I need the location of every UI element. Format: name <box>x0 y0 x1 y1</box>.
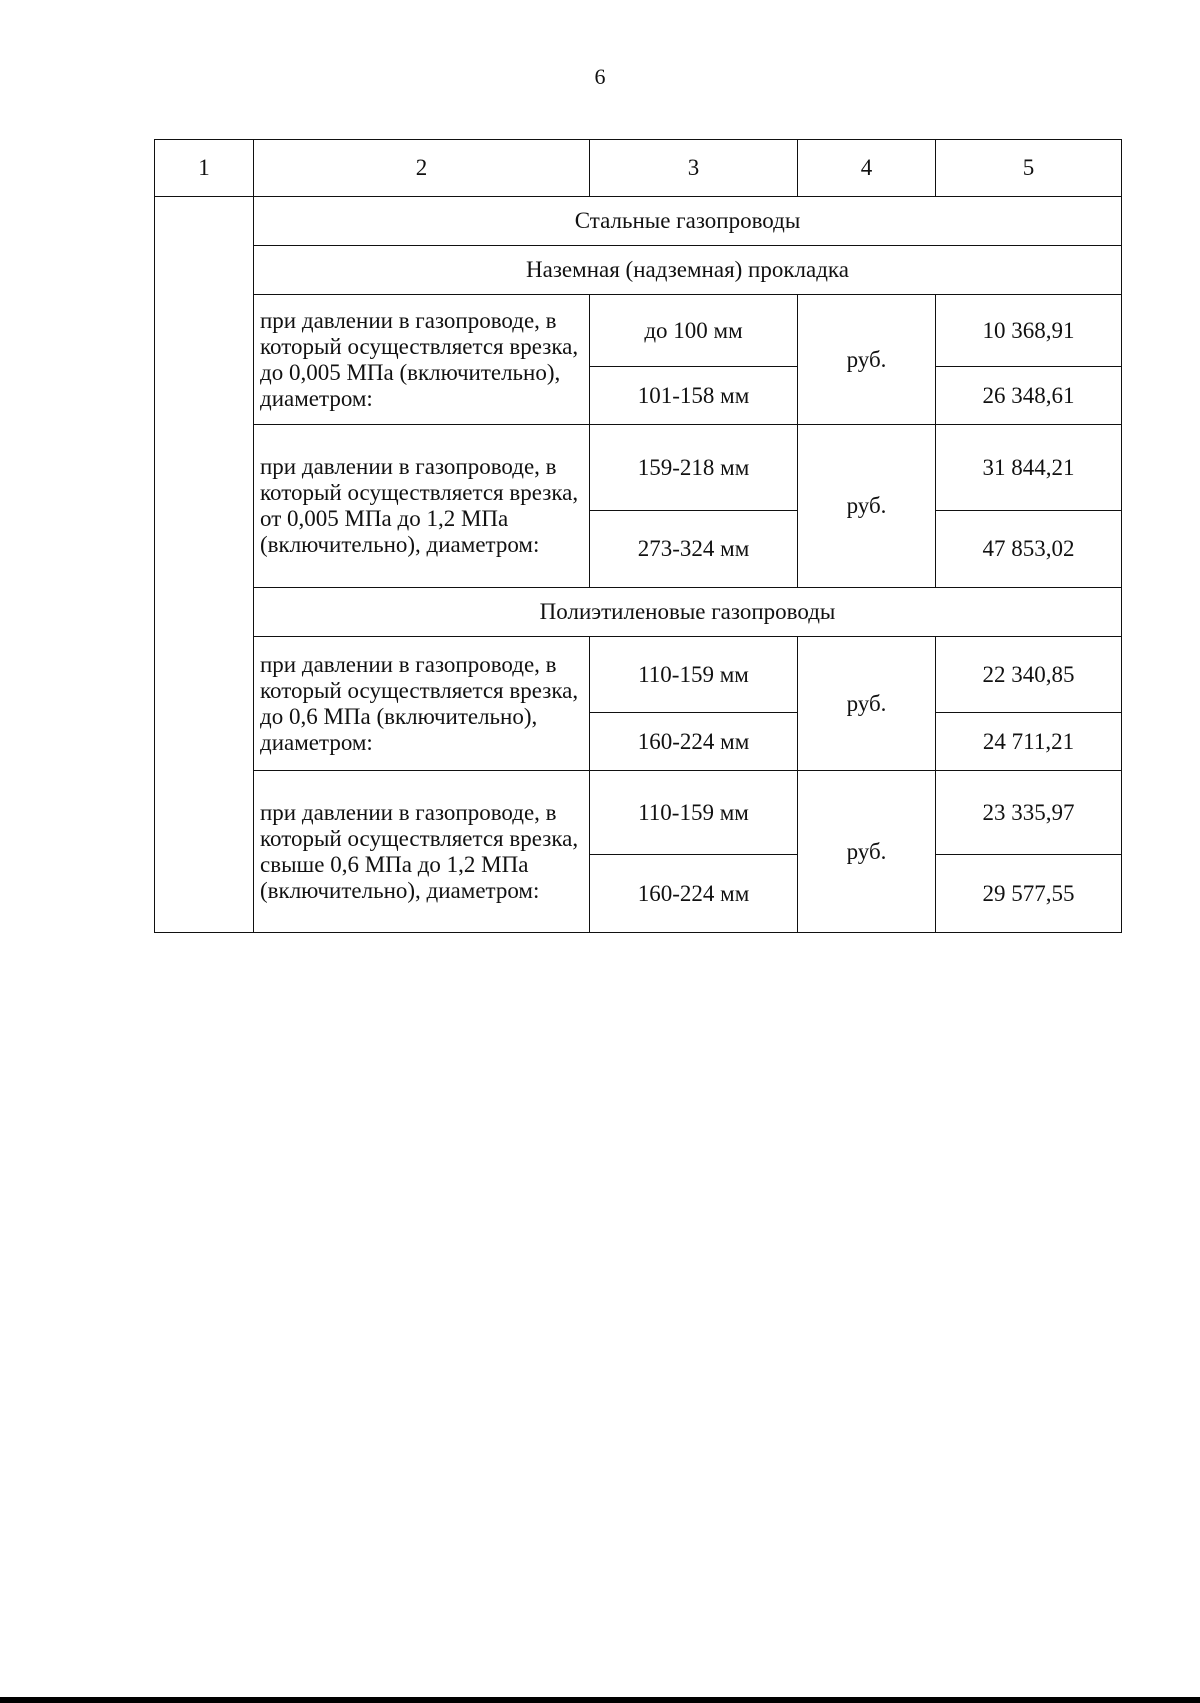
scan-bottom-edge <box>0 1697 1200 1703</box>
table-row <box>155 425 1122 511</box>
table-header-row <box>155 140 1122 197</box>
group-4-diameter-1: 110-159 мм <box>590 771 798 855</box>
section-row-steel <box>155 197 1122 246</box>
header-col-3: 3 <box>590 140 798 197</box>
group-1-price-1: 10 368,91 <box>936 295 1122 367</box>
header-col-2: 2 <box>254 140 590 197</box>
tariff-table <box>154 139 1122 933</box>
group-3-unit: руб. <box>798 637 936 771</box>
group-3-diameter-2: 160-224 мм <box>590 713 798 771</box>
group-2-description: при давлении в газопроводе, в который осуществляется врезка, от 0,005 МПа до 1,2 МПа (включительно), диаметром: <box>254 425 590 588</box>
group-1-diameter-1: до 100 мм <box>590 295 798 367</box>
group-2-price-1: 31 844,21 <box>936 425 1122 511</box>
group-1-description: при давлении в газопроводе, в который осуществляется врезка, до 0,005 МПа (включительно), диаметром: <box>254 295 590 425</box>
group-2-diameter-2: 273-324 мм <box>590 511 798 588</box>
group-1-price-2: 26 348,61 <box>936 367 1122 425</box>
header-col-5: 5 <box>936 140 1122 197</box>
group-1-diameter-2: 101-158 мм <box>590 367 798 425</box>
group-3-price-1: 22 340,85 <box>936 637 1122 713</box>
table-row <box>155 295 1122 367</box>
group-3-diameter-1: 110-159 мм <box>590 637 798 713</box>
group-4-unit: руб. <box>798 771 936 933</box>
group-2-price-2: 47 853,02 <box>936 511 1122 588</box>
group-3-description: при давлении в газопроводе, в который осуществляется врезка, до 0,6 МПа (включительно), диаметром: <box>254 637 590 771</box>
section-row-aboveground <box>155 246 1122 295</box>
group-2-diameter-1: 159-218 мм <box>590 425 798 511</box>
table-row <box>155 771 1122 855</box>
section-row-polyethylene <box>155 588 1122 637</box>
group-2-unit: руб. <box>798 425 936 588</box>
section-title-polyethylene: Полиэтиленовые газопроводы <box>254 588 1122 637</box>
group-4-price-1: 23 335,97 <box>936 771 1122 855</box>
header-col-4: 4 <box>798 140 936 197</box>
section-title-aboveground: Наземная (надземная) прокладка <box>254 246 1122 295</box>
group-3-price-2: 24 711,21 <box>936 713 1122 771</box>
column-1-blank <box>155 197 254 933</box>
group-4-diameter-2: 160-224 мм <box>590 855 798 933</box>
section-title-steel: Стальные газопроводы <box>254 197 1122 246</box>
header-col-1: 1 <box>155 140 254 197</box>
group-1-unit: руб. <box>798 295 936 425</box>
group-4-description: при давлении в газопроводе, в который осуществляется врезка, свыше 0,6 МПа до 1,2 МПа (включительно), диаметром: <box>254 771 590 933</box>
page-number: 6 <box>594 64 606 89</box>
group-4-price-2: 29 577,55 <box>936 855 1122 933</box>
table-row <box>155 637 1122 713</box>
